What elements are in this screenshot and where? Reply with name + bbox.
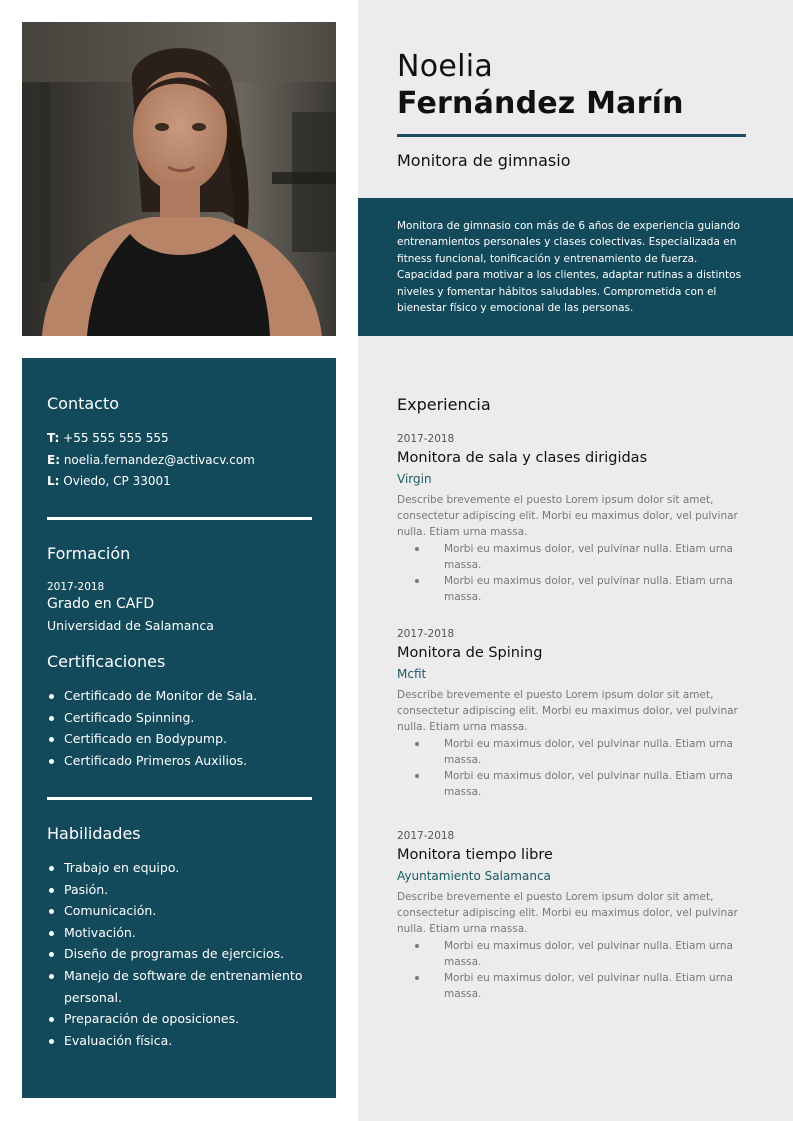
first-name: Noelia [397, 49, 494, 84]
list-item: Morbi eu maximus dolor, vel pulvinar nulla. Etiam urna massa. [444, 970, 744, 1002]
job-description: Describe brevemente el puesto Lorem ipsum dolor sit amet, consectetur adipiscing elit. Morbi eu maximus dolor, vel pulvinar nulla. Etiam urna massa. [397, 494, 738, 539]
location-value: Oviedo, CP 33001 [63, 474, 171, 488]
list-item: Evaluación física. [47, 1030, 317, 1052]
job-description: Describe brevemente el puesto Lorem ipsum dolor sit amet, consectetur adipiscing elit. Morbi eu maximus dolor, vel pulvinar nulla. Etiam urna massa. [397, 891, 738, 936]
sidebar-divider [47, 517, 312, 520]
job-company: Ayuntamiento Salamanca [397, 869, 551, 883]
list-item: Preparación de oposiciones. [47, 1008, 317, 1030]
list-item: Morbi eu maximus dolor, vel pulvinar nulla. Etiam urna massa. [444, 938, 744, 970]
job-year: 2017-2018 [397, 830, 455, 842]
job-description: Describe brevemente el puesto Lorem ipsum dolor sit amet, consectetur adipiscing elit. Morbi eu maximus dolor, vel pulvinar nulla. Etiam urna massa. [397, 689, 738, 734]
email-value: noelia.fernandez@activacv.com [63, 453, 255, 467]
summary-text: Monitora de gimnasio con más de 6 años de experiencia guiando entrenamientos personales y clases colectivas. Especializada en fitness funcional, tonificación y entrenamiento de fuerza. Capacidad para motivar a los clientes, adaptar rutinas a distintos niveles y fomentar hábitos saludables. Comprometida con el bienestar físico y emocional de las personas. [397, 220, 742, 315]
list-item: Manejo de software de entrenamiento personal. [47, 965, 317, 1008]
list-item: Certificado en Bodypump. [47, 728, 317, 750]
list-item: Certificado Spinning. [47, 707, 317, 729]
job-role: Monitora tiempo libre [397, 847, 553, 863]
list-item: Diseño de programas de ejercicios. [47, 943, 317, 965]
sidebar [22, 358, 336, 1098]
list-item: Certificado de Monitor de Sala. [47, 685, 317, 707]
certifications-list [47, 685, 317, 771]
list-item: Certificado Primeros Auxilios. [47, 750, 317, 772]
profile-photo-illustration [22, 22, 336, 336]
profile-photo [22, 22, 336, 336]
list-item: Morbi eu maximus dolor, vel pulvinar nulla. Etiam urna massa. [444, 541, 744, 573]
contact-heading: Contacto [47, 394, 120, 413]
list-item: Motivación. [47, 922, 317, 944]
location-label: L: [47, 474, 60, 488]
job-entry [397, 432, 747, 605]
job-entry [397, 829, 747, 1002]
job-title: Monitora de gimnasio [397, 151, 571, 170]
skills-heading: Habilidades [47, 824, 141, 843]
education-year: 2017-2018 [47, 581, 105, 593]
list-item: Morbi eu maximus dolor, vel pulvinar nulla. Etiam urna massa. [444, 736, 744, 768]
experience-heading: Experiencia [397, 395, 491, 414]
list-item: Morbi eu maximus dolor, vel pulvinar nulla. Etiam urna massa. [444, 573, 744, 605]
job-bullets [444, 938, 744, 1003]
job-bullets [444, 736, 744, 801]
job-company: Mcfit [397, 667, 427, 681]
last-name: Fernández Marín [397, 86, 684, 121]
job-role: Monitora de sala y clases dirigidas [397, 450, 648, 466]
contact-phone [47, 431, 169, 445]
job-role: Monitora de Spining [397, 645, 543, 661]
list-item: Pasión. [47, 879, 317, 901]
phone-label: T: [47, 431, 60, 445]
education-heading: Formación [47, 544, 131, 563]
education-school: Universidad de Salamanca [47, 618, 214, 633]
phone-value: +55 555 555 555 [63, 431, 169, 445]
job-bullets [444, 541, 744, 606]
name-block [397, 50, 757, 124]
contact-email [47, 453, 255, 467]
job-year: 2017-2018 [397, 433, 455, 445]
email-label: E: [47, 453, 60, 467]
sidebar-divider [47, 797, 312, 800]
job-company: Virgin [397, 472, 432, 486]
list-item: Trabajo en equipo. [47, 857, 317, 879]
name-divider [397, 134, 746, 137]
skills-list [47, 857, 317, 1051]
job-year: 2017-2018 [397, 628, 455, 640]
list-item: Morbi eu maximus dolor, vel pulvinar nulla. Etiam urna massa. [444, 768, 744, 800]
education-degree: Grado en CAFD [47, 596, 155, 612]
contact-location [47, 474, 171, 488]
list-item: Comunicación. [47, 900, 317, 922]
job-entry [397, 627, 747, 800]
certifications-heading: Certificaciones [47, 652, 166, 671]
